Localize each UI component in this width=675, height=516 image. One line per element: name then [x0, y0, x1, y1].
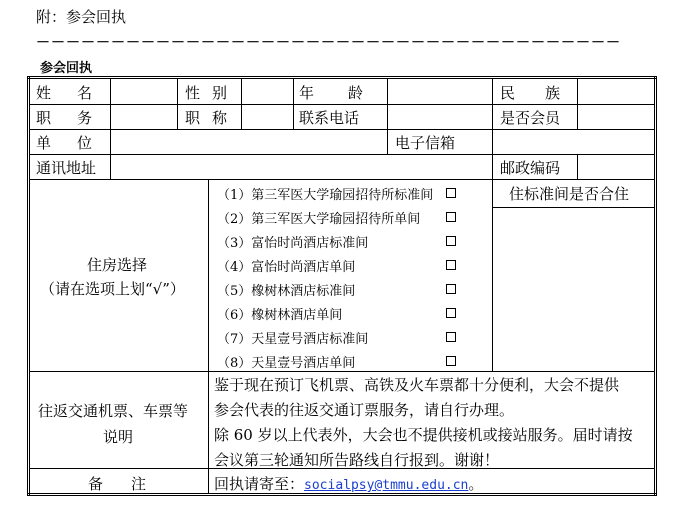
housing-checkbox[interactable]: [446, 356, 456, 366]
address-label: 通讯地址: [36, 159, 97, 177]
name-label: 姓名: [36, 84, 119, 102]
transport-text-line: 参会代表的往返交通订票服务，请自行办理。: [214, 401, 515, 419]
postal-code-label: 邮政编码: [500, 159, 561, 177]
form-title: 参会回执: [40, 61, 93, 76]
transport-text-line: 会议第三轮通知所告路线自行报到。谢谢！: [214, 451, 500, 469]
attachment-title: 附：参会回执: [36, 8, 127, 26]
housing-checkbox[interactable]: [446, 284, 456, 294]
send-to-suffix: 。: [468, 475, 484, 493]
housing-option: （2）第三军医大学瑜园招待所单间: [217, 212, 421, 227]
transport-label: 往返交通机票、车票等: [38, 402, 189, 420]
housing-option: （1）第三军医大学瑜园招待所标准间: [217, 188, 434, 203]
housing-hint: （请在选项上划“√”）: [40, 280, 185, 298]
email-label: 电子信箱: [395, 134, 456, 152]
housing-option: （3）富怡时尚酒店标准间: [217, 236, 369, 251]
age-label: 年龄: [299, 84, 398, 102]
housing-checkbox[interactable]: [446, 188, 456, 198]
transport-text-line: 鉴于现在预订飞机票、高铁及火车票都十分便利，大会不提供: [214, 376, 620, 394]
title-label: 职称: [185, 109, 240, 127]
transport-label-2: 说明: [103, 428, 134, 446]
dash-separator: －－－－－－－－－－－－－－－－－－－－－－－－－－－－－－－－－－－－－－－: [36, 35, 621, 51]
housing-checkbox[interactable]: [446, 332, 456, 342]
housing-option: （7）天星壹号酒店标准间: [217, 332, 369, 347]
housing-checkbox[interactable]: [446, 260, 456, 270]
housing-checkbox[interactable]: [446, 308, 456, 318]
member-label: 是否会员: [500, 109, 561, 127]
phone-label: 联系电话: [299, 109, 360, 127]
send-to-prefix: 回执请寄至：: [214, 475, 305, 493]
gender-label: 性别: [185, 84, 240, 102]
share-room-label: 住标准间是否合住: [509, 185, 630, 203]
housing-checkbox[interactable]: [446, 212, 456, 222]
position-label: 职务: [36, 109, 119, 127]
housing-option: （5）橡树林酒店标准间: [217, 284, 356, 299]
housing-option: （6）橡树林酒店单间: [217, 308, 343, 323]
ethnicity-label: 民族: [500, 84, 591, 102]
remarks-label: 备注: [88, 475, 175, 493]
send-to-line: [214, 473, 483, 494]
housing-option: （4）富怡时尚酒店单间: [217, 260, 356, 275]
unit-label: 单位: [36, 134, 119, 152]
housing-label: 住房选择: [87, 256, 148, 274]
housing-checkbox[interactable]: [446, 236, 456, 246]
send-to-email-link[interactable]: socialpsy@tmmu.edu.cn: [304, 478, 469, 493]
transport-text-line: 除 60 岁以上代表外，大会也不提供接机或接站服务。届时请按: [214, 426, 633, 444]
housing-option: （8）天星壹号酒店单间: [217, 356, 356, 371]
